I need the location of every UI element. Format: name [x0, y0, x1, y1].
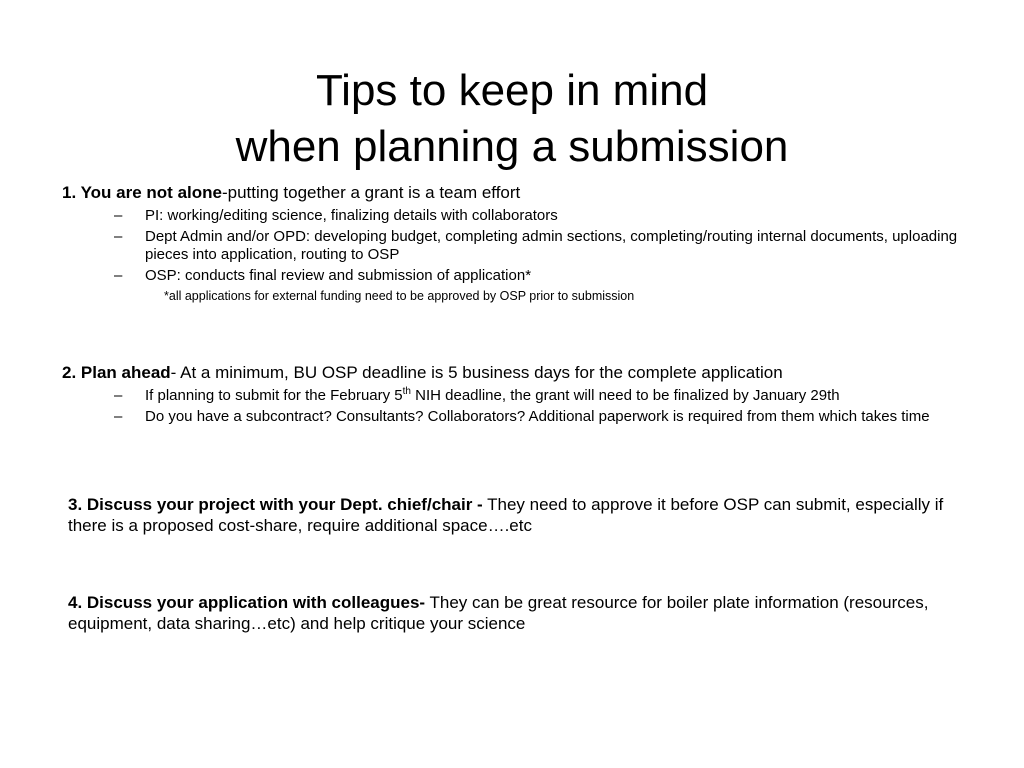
tip-2-heading [62, 362, 962, 384]
tip-3-text: They need to approve it before OSP can submit, especially if there is a proposed cost-share, require additional space….etc [68, 495, 944, 535]
slide-title [0, 63, 1024, 175]
tip-2-item-2: – Do you have a subcontract? Consultants? Collaborators? Additional paperwork is required from them which takes time [114, 408, 930, 425]
tip-1-item-3: – OSP: conducts final review and submission of application* [114, 267, 532, 284]
tip-2-bold: 2. Plan ahead [62, 363, 171, 382]
tip-1-text: -putting together a grant is a team effort [221, 183, 521, 202]
tip-1-bold: 1. You are not alone [62, 183, 222, 202]
tip-4 [68, 592, 968, 634]
title-line-1: Tips to keep in mind [315, 66, 709, 116]
dash-bullet: – [114, 207, 123, 224]
dash-bullet: – [114, 267, 123, 284]
tip-2-text: - At a minimum, BU OSP deadline is 5 business days for the complete application [170, 363, 783, 382]
dash-bullet: – [114, 387, 123, 404]
tip-1-item-2: – Dept Admin and/or OPD: developing budget, completing admin sections, completing/routing internal documents, uploading pieces into application, routing to OSP [114, 228, 958, 263]
dash-bullet: – [114, 228, 123, 245]
tip-2-item-1: – If planning to submit for the February 5th NIH deadline, the grant will need to be finalized by January 29th [114, 386, 840, 404]
tip-3 [68, 494, 968, 536]
tip-1-item-1: – PI: working/editing science, finalizing details with collaborators [114, 207, 558, 224]
tip-1-heading [62, 182, 962, 204]
tip-3-bold: 3. Discuss your project with your Dept. chief/chair - [68, 495, 483, 514]
tip-4-text: They can be great resource for boiler plate information (resources, equipment, data sharing…etc) and help critique your science [68, 593, 929, 633]
dash-bullet: – [114, 408, 123, 425]
tip-1-note: *all applications for external funding need to be approved by OSP prior to submission [164, 289, 635, 303]
tip-2 [62, 362, 962, 426]
tip-4-bold: 4. Discuss your application with colleagues- [68, 593, 426, 612]
title-line-2: when planning a submission [235, 122, 789, 172]
tip-1 [62, 182, 962, 304]
